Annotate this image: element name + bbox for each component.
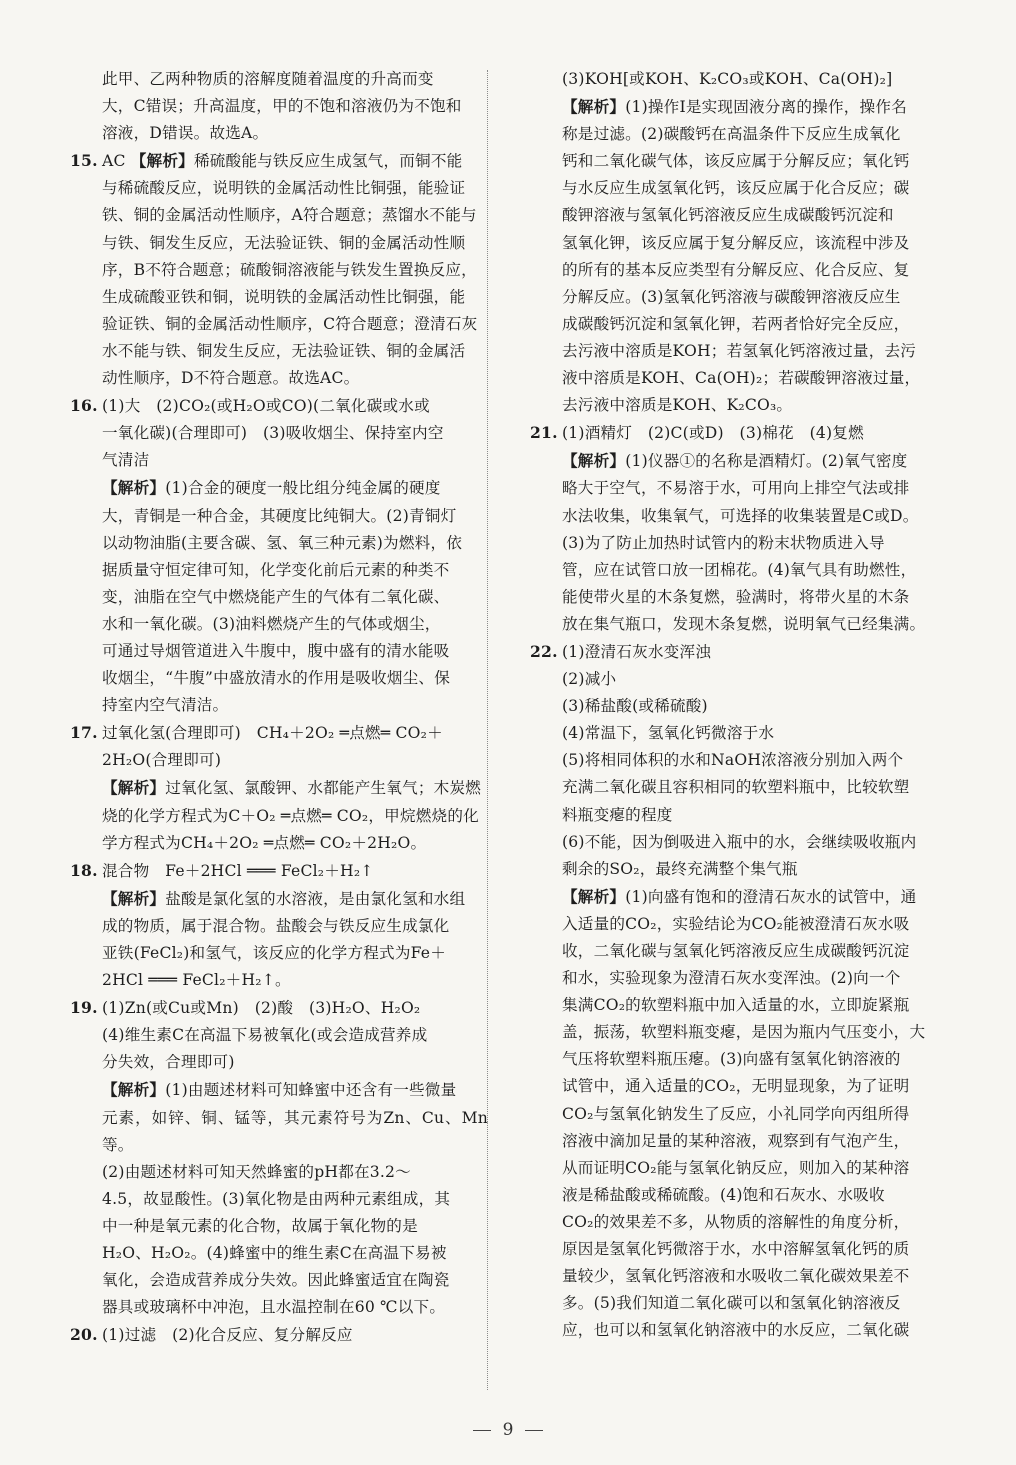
text-line: [70, 66, 488, 93]
line-text: 应，也可以和氢氧化钠溶液中的水反应，二氧化碳: [562, 1321, 910, 1340]
question-number: 15.: [70, 151, 98, 171]
line-text: (1)Zn(或Cu或Mn) (2)酸 (3)H₂O、H₂O₂: [102, 999, 421, 1018]
text-line: [70, 120, 488, 147]
text-line: [70, 202, 488, 229]
line-text: 收烟尘，“牛腹”中盛放清水的作用是吸收烟尘、保: [102, 669, 451, 688]
text-line: [70, 1294, 488, 1321]
line-text: 与稀硫酸反应，说明铁的金属活动性比铜强，能验证: [102, 179, 466, 198]
analysis-tag: 【解析】: [562, 886, 626, 906]
line-text: 与水反应生成氢氧化钙，该反应属于化合反应；碳: [562, 179, 910, 198]
text-line: [530, 419, 948, 447]
text-line: [70, 557, 488, 584]
text-line: [70, 1186, 488, 1213]
text-line: [530, 1101, 948, 1128]
line-text: (1)仪器①的名称是酒精灯。(2)氧气密度: [625, 452, 908, 471]
text-line: [70, 230, 488, 257]
line-text: 剩余的SO₂，最终充满整个集气瓶: [562, 859, 798, 878]
line-text: 盖，振荡，软塑料瓶变瘪，是因为瓶内气压变小，大: [562, 1023, 926, 1042]
text-line: [70, 967, 488, 994]
text-line: [70, 584, 488, 611]
line-text: 2HCl ═══ FeCl₂＋H₂↑。: [102, 971, 291, 990]
text-line: [70, 420, 488, 447]
line-text: 略大于空气，不易溶于水，可用向上排空气法或排: [562, 479, 910, 498]
text-line: [70, 803, 488, 830]
line-text: 能使带火星的木条复燃，验满时，将带火星的木条: [562, 587, 910, 606]
line-text: (4)维生素C在高温下易被氧化(或会造成营养成: [102, 1026, 428, 1045]
text-line: [530, 747, 948, 774]
text-line: [530, 1155, 948, 1182]
text-line: [70, 857, 488, 885]
text-line: [530, 666, 948, 693]
line-text: (1)酒精灯 (2)C(或D) (3)棉花 (4)复燃: [562, 424, 864, 443]
line-text: 铁、铜的金属活动性顺序，A符合题意；蒸馏水不能与: [102, 206, 477, 225]
text-line: [70, 774, 488, 802]
text-line: [70, 994, 488, 1022]
line-text: (3)稀盐酸(或稀硫酸): [562, 697, 708, 716]
text-line: [70, 175, 488, 202]
text-line: [70, 1076, 488, 1104]
line-text: (5)将相同体积的水和NaOH浓溶液分别加入两个: [562, 751, 904, 770]
text-line: [70, 611, 488, 638]
text-line: [70, 365, 488, 392]
text-line: [530, 365, 948, 392]
line-text: 分解反应。(3)氢氧化钙溶液与碳酸钾溶液反应生: [562, 287, 901, 306]
text-line: [530, 611, 948, 638]
column-divider: [487, 70, 488, 1390]
text-line: [70, 338, 488, 365]
line-text: 溶液中滴加足量的某种溶液，观察到有气泡产生，: [562, 1131, 910, 1150]
text-line: [70, 1159, 488, 1186]
line-text: 水法收集，收集氧气，可选择的收集装置是C或D。: [562, 506, 919, 525]
line-text: 序，B不符合题意；硫酸铜溶液能与铁发生置换反应，: [102, 260, 477, 279]
line-text: 生成硫酸亚铁和铜，说明铁的金属活动性比铜强，能: [102, 287, 466, 306]
line-text: (1)大 (2)CO₂(或H₂O或CO)(二氧化碳或水或: [102, 397, 430, 416]
line-text: 钙和二氧化碳气体，该反应属于分解反应；氧化钙: [562, 152, 910, 171]
line-text: (6)不能，因为倒吸进入瓶中的水，会继续吸收瓶内: [562, 832, 917, 851]
line-text: 验证铁、铜的金属活动性顺序，C符合题意；澄清石灰: [102, 314, 478, 333]
text-line: [530, 1317, 948, 1344]
line-text: 可通过导烟管道进入牛腹中，腹中盛有的清水能吸: [102, 641, 450, 660]
text-line: [530, 829, 948, 856]
line-text: 盐酸是氯化氢的水溶液，是由氯化氢和水组: [165, 889, 466, 908]
line-text: 持室内空气清洁。: [102, 696, 229, 715]
text-line: [530, 530, 948, 557]
text-line: [70, 311, 488, 338]
text-line: [530, 1209, 948, 1236]
text-line: [530, 148, 948, 175]
line-text: (1)过滤 (2)化合反应、复分解反应: [102, 1326, 353, 1345]
line-text: 液中溶质是KOH、Ca(OH)₂；若碳酸钾溶液过量，: [562, 369, 921, 388]
question-number: 22.: [530, 641, 558, 661]
line-text: 料瓶变瘪的程度: [562, 805, 673, 824]
line-text: 4.5，故显酸性。(3)氧化物是由两种元素组成，其: [102, 1189, 451, 1208]
text-line: [530, 1290, 948, 1317]
line-text: 成的物质，属于混合物。盐酸会与铁反应生成氯化: [102, 916, 450, 935]
answer: AC: [102, 152, 131, 171]
line-text: 大，青铜是一种合金，其硬度比纯铜大。(2)青铜灯: [102, 506, 457, 525]
text-line: [70, 940, 488, 967]
text-line: [70, 257, 488, 284]
line-text: 集满CO₂的软塑料瓶中加入适量的水，立即旋紧瓶: [562, 996, 910, 1015]
text-line: [70, 1213, 488, 1240]
line-text: 分失效，合理即可): [102, 1053, 235, 1072]
line-text: 酸钾溶液与氢氧化钙溶液反应生成碳酸钙沉淀和: [562, 206, 894, 225]
line-text: (1)澄清石灰水变浑浊: [562, 642, 712, 661]
text-line: [530, 447, 948, 475]
text-line: [530, 992, 948, 1019]
text-line: [530, 392, 948, 419]
analysis-tag: 【解析】: [562, 451, 626, 471]
text-line: [530, 584, 948, 611]
text-line: [70, 1022, 488, 1049]
line-text: 与铁、铜发生反应，无法验证铁、铜的金属活动性顺: [102, 233, 466, 252]
line-text: 中一种是氧元素的化合物，故属于氧化物的是: [102, 1216, 418, 1235]
text-line: [530, 965, 948, 992]
line-text: 过氧化氢(合理即可) CH₄＋2O₂ ═点燃═ CO₂＋: [102, 724, 443, 743]
footer-dash-left: [473, 1430, 491, 1431]
page-footer: [0, 1420, 1016, 1440]
text-line: [530, 1263, 948, 1290]
analysis-tag: 【解析】: [130, 151, 194, 171]
question-number: 20.: [70, 1325, 98, 1345]
text-line: [530, 121, 948, 148]
text-line: [70, 830, 488, 857]
text-line: [530, 1019, 948, 1046]
text-line: [70, 692, 488, 719]
line-text: 元素，如锌、铜、锰等，其元素符号为Zn、Cu、Mn等。: [102, 1108, 488, 1154]
line-text: 气压将软塑料瓶压瘪。(3)向盛有氢氧化钠溶液的: [562, 1050, 901, 1069]
text-line: [530, 284, 948, 311]
text-line: [70, 284, 488, 311]
right-column: [530, 66, 948, 1344]
line-text: 溶液，D错误。故选A。: [102, 124, 269, 143]
text-line: [530, 503, 948, 530]
line-text: CO₂的效果差不多，从物质的溶解性的角度分析，: [562, 1212, 910, 1231]
text-line: [530, 202, 948, 229]
line-text: 液是稀盐酸或稀硫酸。(4)饱和石灰水、水吸收: [562, 1185, 885, 1204]
text-line: [530, 475, 948, 502]
line-text: 从而证明CO₂能与氢氧化钠反应，则加入的某种溶: [562, 1158, 910, 1177]
question-number: 18.: [70, 860, 98, 880]
line-text: 称是过滤。(2)碳酸钙在高温条件下反应生成氧化: [562, 125, 901, 144]
text-line: [530, 720, 948, 747]
line-text: 管，应在试管口放一团棉花。(4)氧气具有助燃性，: [562, 560, 917, 579]
text-line: [530, 66, 948, 93]
line-text: 烧的化学方程式为C＋O₂ ═点燃═ CO₂，甲烷燃烧的化: [102, 806, 479, 825]
line-text: 氧化，会造成营养成分失效。因此蜂蜜适宜在陶瓷: [102, 1271, 450, 1290]
line-text: (3)KOH[或KOH、K₂CO₃或KOH、Ca(OH)₂]: [562, 70, 893, 88]
text-line: [70, 913, 488, 940]
line-text: 入适量的CO₂，实验结论为CO₂能被澄清石灰水吸: [562, 914, 910, 933]
line-text: 水和一氧化碳。(3)油料燃烧产生的气体或烟尘，: [102, 614, 441, 633]
line-text: 成碳酸钙沉淀和氢氧化钾，若两者恰好完全反应，: [562, 314, 910, 333]
line-text: 水不能与铁、铜发生反应，无法验证铁、铜的金属活: [102, 341, 466, 360]
text-line: [530, 693, 948, 720]
text-line: [70, 1321, 488, 1349]
line-text: (2)由题述材料可知天然蜂蜜的pH都在3.2～: [102, 1162, 411, 1181]
line-text: 变，油脂在空气中燃烧能产生的气体有二氧化碳、: [102, 587, 450, 606]
line-text: 据质量守恒定律可知，化学变化前后元素的种类不: [102, 560, 450, 579]
line-text: (1)合金的硬度一般比组分纯金属的硬度: [165, 479, 441, 498]
line-text: 器具或玻璃杯中冲泡，且水温控制在60 ℃以下。: [102, 1298, 446, 1317]
line-text: 收，二氧化碳与氢氧化钙溶液反应生成碳酸钙沉淀: [562, 942, 910, 960]
line-text: 此甲、乙两种物质的溶解度随着温度的升高而变: [102, 70, 434, 88]
line-text: (2)减小: [562, 670, 617, 689]
text-line: [70, 885, 488, 913]
line-text: 原因是氢氧化钙微溶于水，水中溶解氢氧化钙的质: [562, 1240, 910, 1259]
text-line: [530, 1046, 948, 1073]
text-line: [530, 938, 948, 965]
question-number: 19.: [70, 998, 98, 1018]
line-text: 学方程式为CH₄＋2O₂ ═点燃═ CO₂＋2H₂O。: [102, 833, 427, 852]
text-line: [530, 774, 948, 801]
line-text: 量较少，氢氧化钙溶液和水吸收二氧化碳效果差不: [562, 1267, 910, 1286]
text-line: [70, 474, 488, 502]
analysis-tag: 【解析】: [102, 778, 166, 798]
text-line: [530, 802, 948, 829]
text-line: [530, 1236, 948, 1263]
question-number: 16.: [70, 396, 98, 416]
line-text: 的所有的基本反应类型有分解反应、化合反应、复: [562, 260, 910, 279]
text-line: [70, 447, 488, 474]
text-line: [530, 257, 948, 284]
line-text: 大，C错误；升高温度，甲的不饱和溶液仍为不饱和: [102, 97, 462, 116]
text-line: [70, 665, 488, 692]
analysis-tag: 【解析】: [102, 888, 166, 908]
line-text: 混合物 Fe＋2HCl ═══ FeCl₂＋H₂↑: [102, 861, 374, 880]
line-text: 气清洁: [102, 451, 150, 470]
text-line: [530, 1128, 948, 1155]
line-text: 多。(5)我们知道二氧化碳可以和氢氧化钠溶液反: [562, 1294, 901, 1313]
text-line: [530, 911, 948, 938]
text-line: [70, 147, 488, 175]
line-text: 稀硫酸能与铁反应生成氢气，而铜不能: [193, 152, 463, 171]
text-line: [70, 1049, 488, 1076]
line-text: 过氧化氢、氯酸钾、水都能产生氧气；木炭燃: [165, 779, 482, 798]
line-text: 2H₂O(合理即可): [102, 751, 222, 770]
line-text: 一氧化碳)(合理即可) (3)吸收烟尘、保持室内空: [102, 424, 444, 443]
line-text: 试管中，通入适量的CO₂，无明显现象，为了证明: [562, 1077, 910, 1096]
line-text: 充满二氧化碳且容积相同的软塑料瓶中，比较软塑: [562, 778, 910, 797]
text-line: [70, 719, 488, 747]
line-text: 动性顺序，D不符合题意。故选AC。: [102, 369, 360, 388]
line-text: (3)为了防止加热时试管内的粉末状物质进入导: [562, 533, 885, 552]
line-text: 放在集气瓶口，发现木条复燃，说明氧气已经集满。: [562, 614, 926, 633]
line-text: 氢氧化钾，该反应属于复分解反应，该流程中涉及: [562, 233, 910, 252]
text-line: [530, 175, 948, 202]
question-number: 17.: [70, 723, 98, 743]
text-line: [70, 1240, 488, 1267]
text-line: [530, 1073, 948, 1100]
text-line: [530, 557, 948, 584]
line-text: 去污液中溶质是KOH、K₂CO₃。: [562, 396, 793, 415]
line-text: (1)向盛有饱和的澄清石灰水的试管中，通: [625, 887, 917, 906]
text-line: [70, 392, 488, 420]
text-line: [530, 338, 948, 365]
text-line: [530, 311, 948, 338]
text-line: [70, 1105, 488, 1159]
text-line: [70, 503, 488, 530]
left-column: [70, 66, 488, 1349]
text-line: [530, 1182, 948, 1209]
line-text: 亚铁(FeCl₂)和氢气，该反应的化学方程式为Fe＋: [102, 944, 447, 962]
line-text: 以动物油脂(主要含碳、氢、氧三种元素)为燃料，依: [102, 533, 463, 552]
line-text: (1)由题述材料可知蜂蜜中还含有一些微量: [165, 1081, 457, 1100]
footer-dash-right: [525, 1430, 543, 1431]
question-number: 21.: [530, 423, 558, 443]
analysis-tag: 【解析】: [562, 97, 626, 117]
text-line: [70, 638, 488, 665]
text-line: [70, 530, 488, 557]
text-line: [530, 856, 948, 883]
text-line: [530, 93, 948, 121]
text-line: [530, 883, 948, 911]
analysis-tag: 【解析】: [102, 478, 166, 498]
line-text: 和水，实验现象为澄清石灰水变浑浊。(2)向一个: [562, 969, 901, 988]
analysis-tag: 【解析】: [102, 1080, 166, 1100]
page-number: 9: [502, 1420, 514, 1440]
line-text: 去污液中溶质是KOH；若氢氧化钙溶液过量，去污: [562, 341, 917, 360]
line-text: CO₂与氢氧化钠发生了反应，小礼同学向丙组所得: [562, 1104, 910, 1123]
line-text: (1)操作Ⅰ是实现固液分离的操作，操作名: [625, 98, 907, 117]
text-line: [70, 1267, 488, 1294]
text-line: [530, 638, 948, 666]
text-line: [70, 93, 488, 120]
text-line: [530, 230, 948, 257]
line-text: (4)常温下，氢氧化钙微溶于水: [562, 724, 775, 743]
line-text: H₂O、H₂O₂。(4)蜂蜜中的维生素C在高温下易被: [102, 1244, 447, 1263]
text-line: [70, 747, 488, 774]
